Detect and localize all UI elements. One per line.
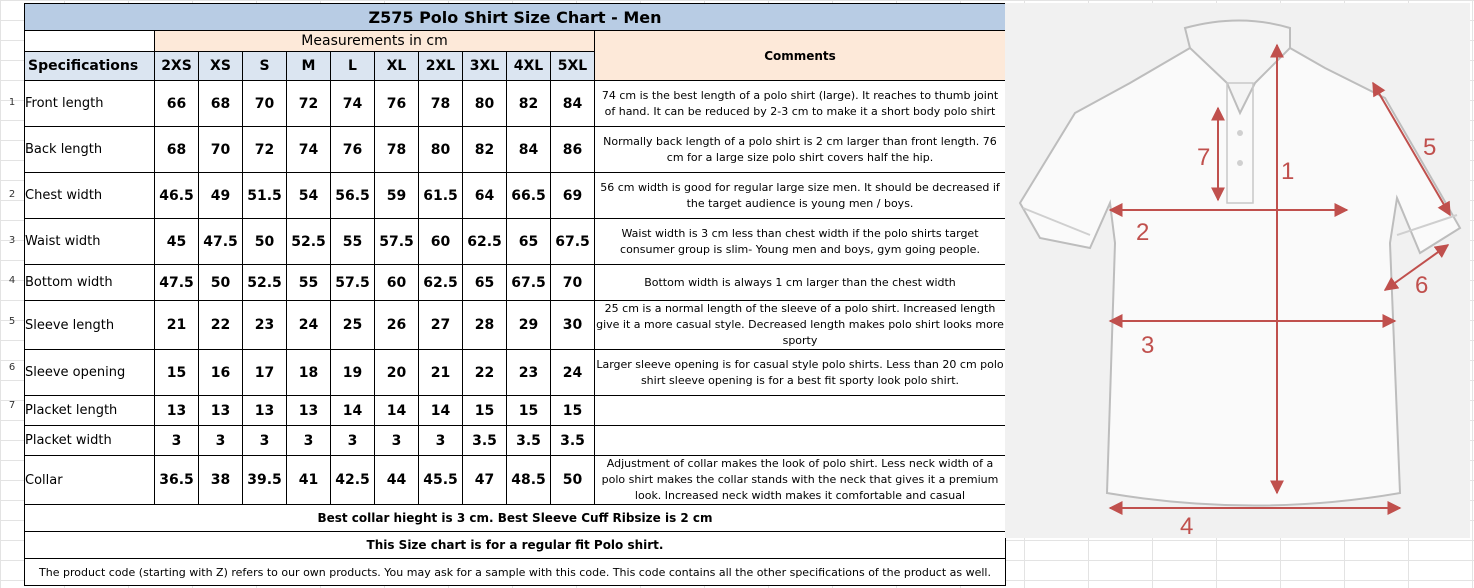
measurement-cell: 47 xyxy=(463,456,507,505)
measurement-cell: 47.5 xyxy=(199,219,243,265)
measurement-cell: 84 xyxy=(507,127,551,173)
measure-4-label: 4 xyxy=(1180,513,1194,538)
spec-label: Placket length xyxy=(25,396,155,426)
measurement-cell: 30 xyxy=(551,301,595,350)
spec-label: Placket width xyxy=(25,426,155,456)
measurement-cell: 74 xyxy=(287,127,331,173)
measurement-cell: 62.5 xyxy=(419,265,463,301)
measure-1-label: 1 xyxy=(1281,158,1295,185)
empty-cell xyxy=(25,31,155,52)
measurement-cell: 62.5 xyxy=(463,219,507,265)
measurement-cell: 3 xyxy=(419,426,463,456)
measurement-cell: 3 xyxy=(243,426,287,456)
spec-row xyxy=(25,173,1006,219)
fit-note: This Size chart is for a regular fit Polo shirt. xyxy=(25,532,1006,559)
measurement-cell: 24 xyxy=(551,350,595,396)
measurement-cell: 65 xyxy=(507,219,551,265)
measurement-cell: 22 xyxy=(463,350,507,396)
spec-row xyxy=(25,81,1006,127)
measurement-cell: 3 xyxy=(331,426,375,456)
measurement-cell: 14 xyxy=(375,396,419,426)
measurement-cell: 25 xyxy=(331,301,375,350)
measurement-cell: 59 xyxy=(375,173,419,219)
spec-row xyxy=(25,265,1006,301)
row-numbers xyxy=(0,0,24,588)
measurement-cell: 64 xyxy=(463,173,507,219)
measurement-cell: 15 xyxy=(551,396,595,426)
measurement-cell: 28 xyxy=(463,301,507,350)
size-header: S xyxy=(243,52,287,81)
measurement-cell: 80 xyxy=(419,127,463,173)
measurement-cell: 26 xyxy=(375,301,419,350)
measurement-cell: 70 xyxy=(243,81,287,127)
measurement-cell: 23 xyxy=(243,301,287,350)
row-number: 7 xyxy=(8,400,16,411)
spec-label: Bottom width xyxy=(25,265,155,301)
measurement-cell: 14 xyxy=(419,396,463,426)
polo-shirt-icon xyxy=(1020,48,1460,506)
measurement-cell: 3 xyxy=(155,426,199,456)
measurement-cell: 67.5 xyxy=(551,219,595,265)
measurement-cell: 15 xyxy=(155,350,199,396)
spec-row xyxy=(25,301,1006,350)
row-number: 1 xyxy=(8,97,16,108)
measurement-cell: 68 xyxy=(155,127,199,173)
size-header: 5XL xyxy=(551,52,595,81)
measurement-cell: 51.5 xyxy=(243,173,287,219)
measurement-cell: 61.5 xyxy=(419,173,463,219)
spec-row xyxy=(25,350,1006,396)
comment-cell: 74 cm is the best length of a polo shirt (large). It reaches to thumb joint of hand. It can be reduced by 2-3 cm to make it a short body polo shirt xyxy=(595,81,1006,127)
size-chart-table xyxy=(24,3,1006,586)
measurement-cell: 19 xyxy=(331,350,375,396)
measurement-cell: 14 xyxy=(331,396,375,426)
row-number: 2 xyxy=(8,189,16,200)
measurement-cell: 45 xyxy=(155,219,199,265)
measurement-cell: 18 xyxy=(287,350,331,396)
measurement-cell: 13 xyxy=(287,396,331,426)
measurement-cell: 48.5 xyxy=(507,456,551,505)
measurement-cell: 13 xyxy=(243,396,287,426)
measurement-cell: 50 xyxy=(243,219,287,265)
row-number: 3 xyxy=(8,235,16,246)
measurement-cell: 70 xyxy=(199,127,243,173)
measurement-cell: 80 xyxy=(463,81,507,127)
measurement-cell: 76 xyxy=(375,81,419,127)
row-number: 5 xyxy=(8,316,16,327)
measurement-cell: 42.5 xyxy=(331,456,375,505)
measurement-cell: 82 xyxy=(507,81,551,127)
measure-3-label: 3 xyxy=(1141,332,1155,359)
spec-label: Sleeve length xyxy=(25,301,155,350)
size-header: L xyxy=(331,52,375,81)
size-header: XS xyxy=(199,52,243,81)
measurement-cell: 24 xyxy=(287,301,331,350)
measurement-cell: 66 xyxy=(155,81,199,127)
comment-cell xyxy=(595,426,1006,456)
spec-row xyxy=(25,426,1006,456)
measurement-cell: 69 xyxy=(551,173,595,219)
measurement-cell: 20 xyxy=(375,350,419,396)
measurement-cell: 16 xyxy=(199,350,243,396)
measurement-cell: 3 xyxy=(287,426,331,456)
measurement-cell: 65 xyxy=(463,265,507,301)
row-number: 4 xyxy=(8,275,16,286)
measurement-cell: 60 xyxy=(419,219,463,265)
measure-7-label: 7 xyxy=(1197,144,1211,171)
measurement-cell: 45.5 xyxy=(419,456,463,505)
spec-row xyxy=(25,219,1006,265)
measurement-cell: 17 xyxy=(243,350,287,396)
measurement-cell: 55 xyxy=(287,265,331,301)
measurement-cell: 74 xyxy=(331,81,375,127)
comment-cell: Adjustment of collar makes the look of polo shirt. Less neck width of a polo shirt makes the collar stands with the neck that gives it a premium look. Increased neck width makes it comfortable and casual xyxy=(595,456,1006,505)
chart-title: Z575 Polo Shirt Size Chart - Men xyxy=(25,4,1006,31)
measurement-cell: 3.5 xyxy=(551,426,595,456)
size-header: M xyxy=(287,52,331,81)
comment-cell: Bottom width is always 1 cm larger than the chest width xyxy=(595,265,1006,301)
measurement-cell: 3 xyxy=(375,426,419,456)
measurement-cell: 70 xyxy=(551,265,595,301)
measurement-cell: 3 xyxy=(199,426,243,456)
spec-label: Sleeve opening xyxy=(25,350,155,396)
measurement-cell: 46.5 xyxy=(155,173,199,219)
measurement-cell: 36.5 xyxy=(155,456,199,505)
measure-5-label: 5 xyxy=(1423,134,1437,161)
size-header: 2XL xyxy=(419,52,463,81)
size-header: 4XL xyxy=(507,52,551,81)
measurement-cell: 55 xyxy=(331,219,375,265)
measure-6-label: 6 xyxy=(1415,272,1429,299)
measurement-cell: 21 xyxy=(419,350,463,396)
spec-label: Waist width xyxy=(25,219,155,265)
spec-label: Collar xyxy=(25,456,155,505)
measurement-cell: 84 xyxy=(551,81,595,127)
measurement-cell: 66.5 xyxy=(507,173,551,219)
measurement-cell: 68 xyxy=(199,81,243,127)
measurement-cell: 52.5 xyxy=(243,265,287,301)
measurement-cell: 3.5 xyxy=(507,426,551,456)
measurement-cell: 15 xyxy=(507,396,551,426)
spec-label: Front length xyxy=(25,81,155,127)
measurement-cell: 22 xyxy=(199,301,243,350)
measurement-cell: 49 xyxy=(199,173,243,219)
spec-row xyxy=(25,127,1006,173)
comment-cell: Normally back length of a polo shirt is 2 cm larger than front length. 76 cm for a large size polo shirt covers half the hip. xyxy=(595,127,1006,173)
measurement-cell: 56.5 xyxy=(331,173,375,219)
measurement-cell: 44 xyxy=(375,456,419,505)
size-header: 3XL xyxy=(463,52,507,81)
size-header: 2XS xyxy=(155,52,199,81)
spec-row xyxy=(25,396,1006,426)
measurement-cell: 13 xyxy=(199,396,243,426)
measurement-cell: 57.5 xyxy=(331,265,375,301)
measurement-cell: 47.5 xyxy=(155,265,199,301)
measurement-cell: 29 xyxy=(507,301,551,350)
specifications-header: Specifications xyxy=(25,52,155,81)
measurement-cell: 78 xyxy=(419,81,463,127)
measurements-label: Measurements in cm xyxy=(155,31,595,52)
measurement-cell: 76 xyxy=(331,127,375,173)
measurement-cell: 82 xyxy=(463,127,507,173)
comment-cell: 25 cm is a normal length of the sleeve of a polo shirt. Increased length give it a more casual style. Decreased length makes polo shirt looks more sporty xyxy=(595,301,1006,350)
spec-row xyxy=(25,456,1006,505)
measurement-cell: 50 xyxy=(551,456,595,505)
measurement-cell: 72 xyxy=(287,81,331,127)
measurement-cell: 54 xyxy=(287,173,331,219)
collar-note: Best collar hieght is 3 cm. Best Sleeve Cuff Ribsize is 2 cm xyxy=(25,505,1006,532)
measurement-cell: 3.5 xyxy=(463,426,507,456)
measurement-cell: 50 xyxy=(199,265,243,301)
comment-cell xyxy=(595,396,1006,426)
footer-note: The product code (starting with Z) refers to our own products. You may ask for a sample with this code. This code contains all the other specifications of the product as well. xyxy=(25,559,1006,586)
comment-cell: Larger sleeve opening is for casual style polo shirts. Less than 20 cm polo shirt sleeve opening is for a best fit sporty look polo shirt. xyxy=(595,350,1006,396)
measurement-cell: 78 xyxy=(375,127,419,173)
measurement-cell: 15 xyxy=(463,396,507,426)
comment-cell: 56 cm width is good for regular large size men. It should be decreased if the target audience is young men / boys. xyxy=(595,173,1006,219)
spec-label: Chest width xyxy=(25,173,155,219)
measurement-cell: 52.5 xyxy=(287,219,331,265)
measurement-cell: 60 xyxy=(375,265,419,301)
measurement-cell: 21 xyxy=(155,301,199,350)
comments-header: Comments xyxy=(595,31,1006,81)
measurement-cell: 13 xyxy=(155,396,199,426)
measurement-cell: 41 xyxy=(287,456,331,505)
size-header: XL xyxy=(375,52,419,81)
measurement-cell: 39.5 xyxy=(243,456,287,505)
measurement-cell: 72 xyxy=(243,127,287,173)
measurement-cell: 38 xyxy=(199,456,243,505)
measurement-cell: 86 xyxy=(551,127,595,173)
spec-label: Back length xyxy=(25,127,155,173)
measure-2-label: 2 xyxy=(1136,219,1150,246)
row-number: 6 xyxy=(8,362,16,373)
measurement-cell: 27 xyxy=(419,301,463,350)
measurement-cell: 23 xyxy=(507,350,551,396)
comment-cell: Waist width is 3 cm less than chest width if the polo shirts target consumer group is slim- Young men and boys, gym going people. xyxy=(595,219,1006,265)
measurement-cell: 57.5 xyxy=(375,219,419,265)
measurement-cell: 67.5 xyxy=(507,265,551,301)
polo-shirt-diagram xyxy=(1005,3,1470,538)
